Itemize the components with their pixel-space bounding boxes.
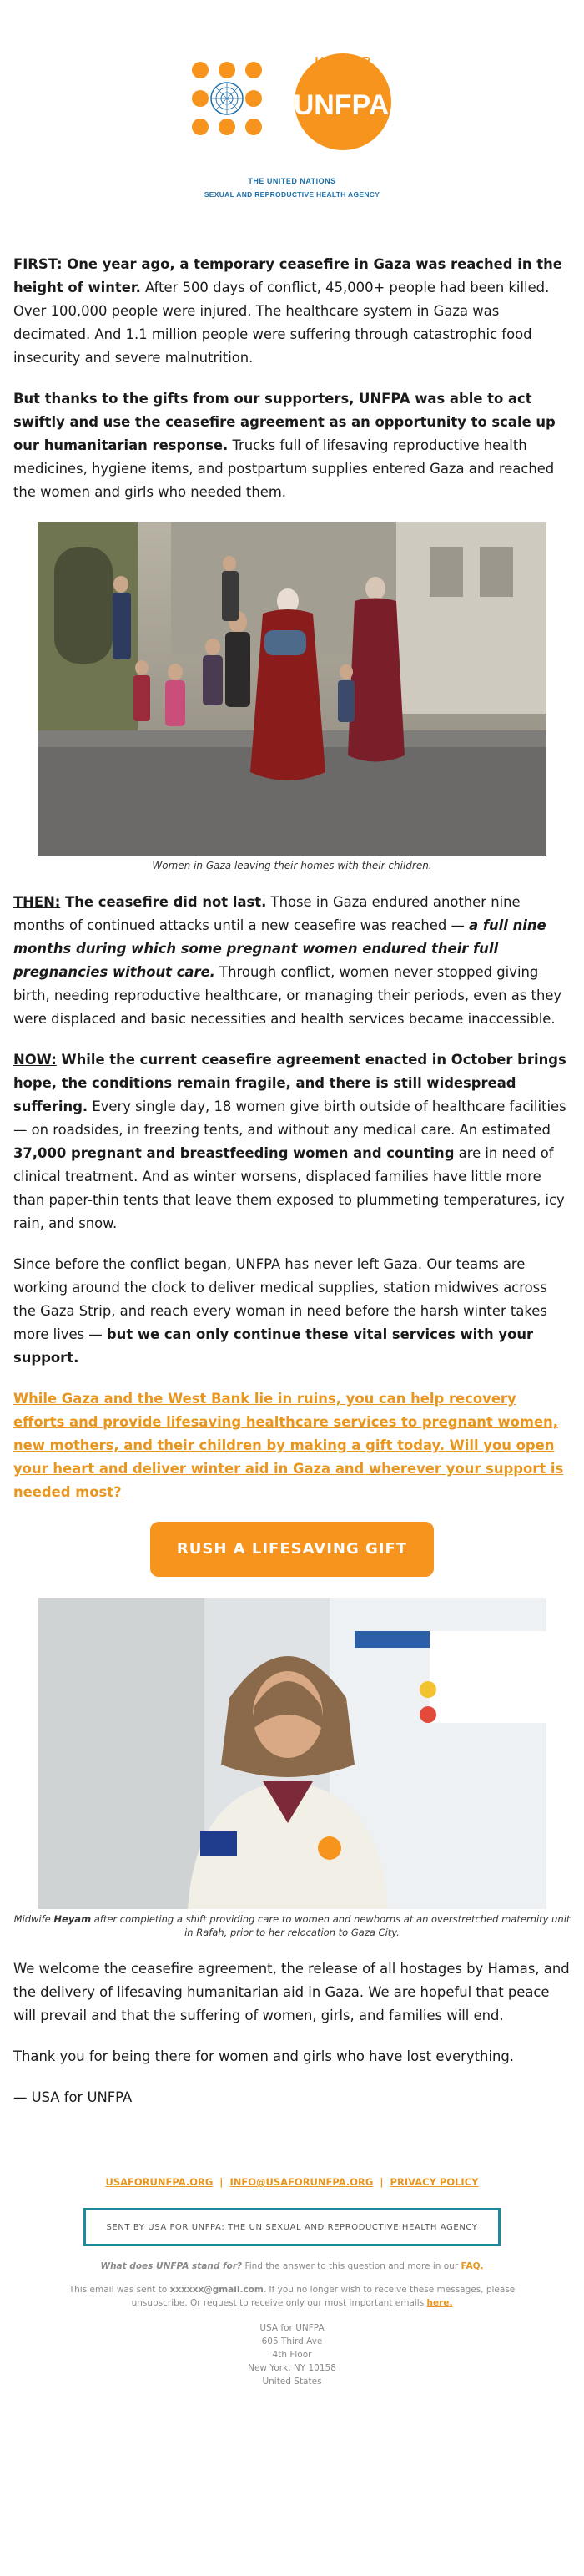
logo-graphic [189,50,397,209]
paragraph-lead: THEN: [13,894,61,910]
paragraph-lead: FIRST: [13,256,63,272]
header [0,0,584,238]
footer [0,2176,584,2388]
mailing-address: USA for UNFPA 605 Third Ave 4th Floor New York, NY 10158 United States [248,2323,336,2387]
photo-midwife-heyam [38,1598,546,1909]
photo-women-leaving-homes [38,522,546,856]
faq-link[interactable]: FAQ. [461,2261,484,2271]
paragraph-lead: NOW: [13,1052,57,1068]
usa-for-unfpa-logo[interactable] [189,50,397,209]
paragraph-thank-you: Thank you for being there for women and girls who have lost everything. [13,2048,514,2064]
paragraph-now: NOW: While the current ceasefire agreement enacted in October brings hope, the conditions remain fragile, and there is still widespread suffering. Every single day, 18 women give birth outside of healthcare facilities — on roadsides, in freezing tents, and without any medical care. An estimated 37,000 pregnant and breastfeeding women and counting are in need of clinical treatment. And as winter worsens, displaced families have little more than paper-thin tents that leave them exposed to plummeting temperatures, icy rain, and snow. [13,1052,566,1231]
rush-lifesaving-gift-button[interactable]: RUSH A LIFESAVING GIFT [150,1522,434,1577]
footer-link-website[interactable]: USAFORUNFPA.ORG [105,2176,214,2188]
preferences-link[interactable]: here. [426,2298,453,2308]
footer-link-email[interactable]: INFO@USAFORUNFPA.ORG [229,2176,374,2188]
main-content [0,238,584,2109]
sent-by-box: SENT BY USA FOR UNFPA: THE UN SEXUAL AND REPRODUCTIVE HEALTH AGENCY [83,2208,501,2246]
unsubscribe-text: This email was sent to xxxxxx@gmail.com. If you no longer wish to receive these messages, please unsubscribe. Or request to receive only our most important emails here. [68,2285,516,2308]
svg-text:UNFPA: UNFPA [293,89,390,121]
cta-row [13,1522,571,1577]
appeal-link[interactable]: While Gaza and the West Bank lie in ruins, you can help recovery efforts and provide lifesaving healthcare services to pregnant women, new mothers, and their children by making a gift today. Will you open your heart and deliver winter aid in Gaza and wherever your support is needed most? [13,1391,564,1500]
paragraph-never-left: Since before the conflict began, UNFPA has never left Gaza. Our teams are working around the clock to deliver medical supplies, station midwives across the Gaza Strip, and reach every woman in need before the harsh winter takes more lives — but we can only continue these vital services with your support. [13,1256,547,1366]
svg-text:USA FOR: USA FOR [315,54,371,68]
photo-midwife-heyam-image [38,1598,546,1909]
un-emblem-icon [211,83,243,114]
paragraph-first: FIRST: One year ago, a temporary ceasefire in Gaza was reached in the height of winter. After 500 days of conflict, 45,000+ people had been killed. Over 100,000 people were injured. The healthcare system in Gaza was decimated. And 1.1 million people were suffering through catastrophic food insecurity and severe malnutrition. [13,256,562,366]
photo-women-leaving-homes-image [38,522,546,856]
photo-caption-2: Midwife Heyam after completing a shift providing care to women and newborns at an overstretched maternity unit in Rafah, prior to her relocation to Gaza City. [13,1913,571,1938]
svg-text:SEXUAL AND REPRODUCTIVE HEALTH: SEXUAL AND REPRODUCTIVE HEALTH AGENCY [204,190,380,199]
paragraph-then: THEN: The ceasefire did not last. Those in Gaza endured another nine months of continued attacks until a new ceasefire was reached — a full nine months during which some pregnant women endured their full pregnancies without care. Through conflict, women never stopped giving birth, needing reproductive healthcare, or managing their periods, even as they were displaced and basic necessities and health services became inaccessible. [13,894,562,1027]
svg-text:THE UNITED NATIONS: THE UNITED NATIONS [248,177,336,185]
photo-caption-1: Women in Gaza leaving their homes with their children. [152,860,432,871]
paragraph-thanks: But thanks to the gifts from our supporters, UNFPA was able to act swiftly and use the ceasefire agreement as an opportunity to scale up our humanitarian response. Trucks full of lifesaving reproductive health medicines, hygiene items, and postpartum supplies entered Gaza and reached the women and girls who needed them. [13,391,556,500]
faq-line: What does UNFPA stand for? Find the answer to this question and more in our FAQ. [100,2261,484,2271]
paragraph-welcome: We welcome the ceasefire agreement, the release of all hostages by Hamas, and the delivery of lifesaving humanitarian aid in Gaza. We are hopeful that peace will prevail and that the suffering of women, girls, and families will end. [13,1961,570,2023]
signoff: — USA for UNFPA [13,2089,133,2105]
footer-links: USAFORUNFPA.ORG | INFO@USAFORUNFPA.ORG | PRIVACY POLICY [105,2176,479,2188]
footer-link-privacy[interactable]: PRIVACY POLICY [390,2176,479,2188]
